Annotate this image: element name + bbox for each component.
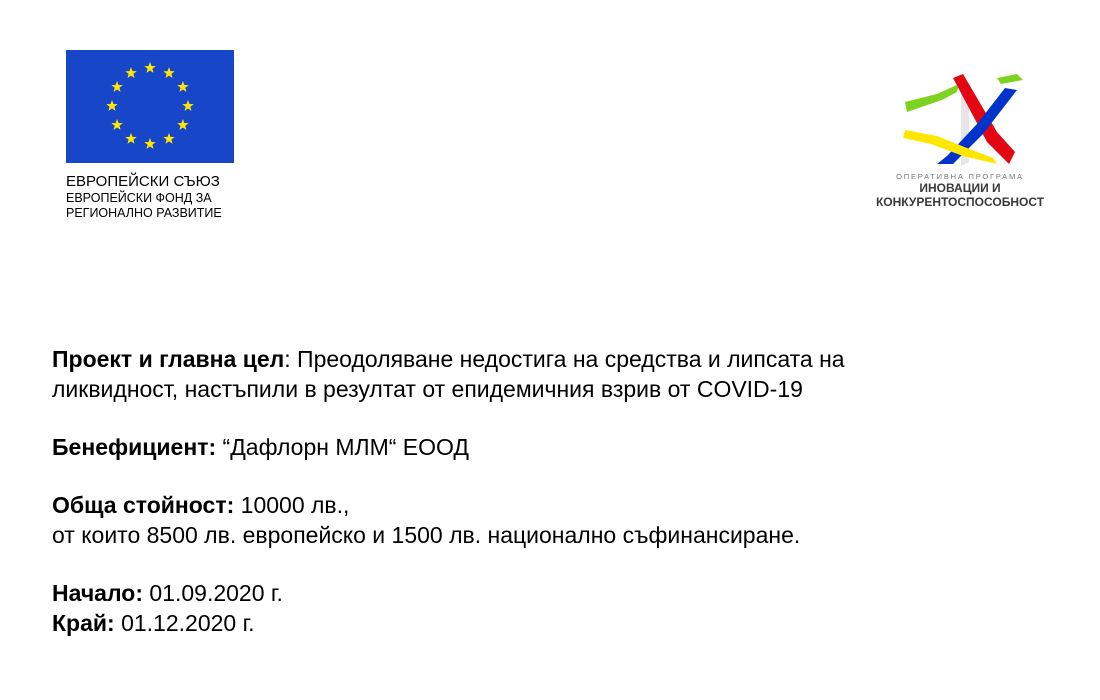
- eu-fund-line1: ЕВРОПЕЙСКИ ФОНД ЗА: [66, 191, 212, 205]
- dates-paragraph: [52, 578, 1052, 638]
- op-name-line1: ИНОВАЦИИ И: [919, 181, 1001, 195]
- start-value: 01.09.2020 г.: [143, 580, 283, 606]
- op-logo-block: [860, 72, 1060, 209]
- total-detail: от които 8500 лв. европейско и 1500 лв. национално съфинансиране.: [52, 522, 801, 548]
- beneficiary-label: Бенефициент:: [52, 434, 217, 460]
- total-paragraph: [52, 490, 1052, 550]
- total-value: 10000 лв.,: [234, 492, 350, 518]
- beneficiary-paragraph: [52, 432, 1052, 462]
- eu-title: ЕВРОПЕЙСКИ СЪЮЗ: [66, 173, 220, 190]
- total-label: Обща стойност:: [52, 492, 235, 518]
- project-text-line2: ликвидност, настъпили в резултат от епидемичния взрив от COVID-19: [52, 376, 803, 402]
- project-info: [52, 344, 1052, 638]
- project-paragraph: [52, 344, 1052, 404]
- op-program-label: ОПЕРАТИВНА ПРОГРАМА: [896, 172, 1024, 181]
- end-value: 01.12.2020 г.: [114, 610, 255, 636]
- start-label: Начало:: [52, 580, 143, 606]
- eu-logo-block: [66, 50, 256, 221]
- project-text-line1: : Преодоляване недостига на средства и липсата на: [284, 346, 845, 372]
- beneficiary-value: “Дафлорн МЛМ“ ЕООД: [216, 434, 469, 460]
- op-name-line2: КОНКУРЕНТОСПОСОБНОСТ: [875, 195, 1045, 209]
- eu-flag-icon: [66, 50, 234, 163]
- eu-fund-line2: РЕГИОНАЛНО РАЗВИТИЕ: [66, 206, 222, 220]
- op-innovation-logo-icon: [897, 72, 1023, 170]
- end-label: Край:: [52, 610, 115, 636]
- project-label: Проект и главна цел: [52, 346, 285, 372]
